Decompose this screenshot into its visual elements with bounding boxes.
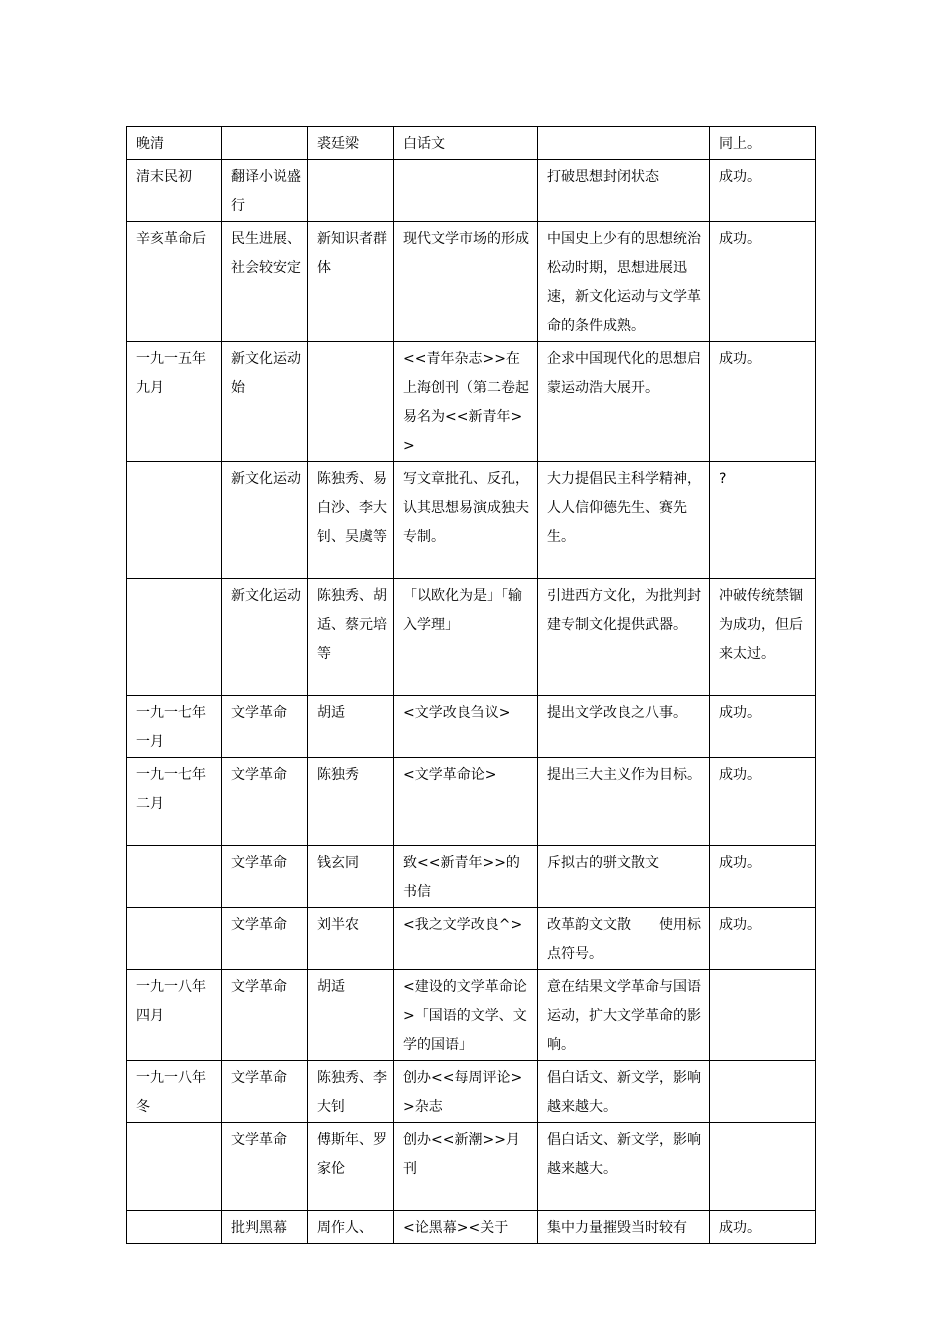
content-cell: 大力提倡民主科学精神，人人信仰德先生、赛先生。 xyxy=(538,462,710,579)
period-cell: 一九一七年一月 xyxy=(127,696,222,758)
table-body xyxy=(127,127,816,1244)
table-row xyxy=(127,970,816,1061)
person-cell: 胡适 xyxy=(308,970,394,1061)
table-row xyxy=(127,342,816,462)
table-row xyxy=(127,758,816,846)
evaluation-cell: 成功。 xyxy=(710,696,816,758)
work-cell: <论黑幕><关于 xyxy=(394,1211,538,1244)
work-cell: <我之文学改良^> xyxy=(394,908,538,970)
movement-cell: 文学革命 xyxy=(222,846,308,908)
work-cell: <建设的文学革命论>「国语的文学、文学的国语」 xyxy=(394,970,538,1061)
period-cell: 一九一七年二月 xyxy=(127,758,222,846)
evaluation-cell: 成功。 xyxy=(710,908,816,970)
movement-cell xyxy=(222,127,308,160)
movement-cell: 文学革命 xyxy=(222,1061,308,1123)
table-row xyxy=(127,222,816,342)
content-cell: 意在结果文学革命与国语运动，扩大文学革命的影响。 xyxy=(538,970,710,1061)
table-row xyxy=(127,846,816,908)
table-row xyxy=(127,127,816,160)
table-row xyxy=(127,696,816,758)
evaluation-cell: 成功。 xyxy=(710,160,816,222)
evaluation-cell: 成功。 xyxy=(710,342,816,462)
content-cell: 倡白话文、新文学，影响越来越大。 xyxy=(538,1123,710,1211)
period-cell: 辛亥革命后 xyxy=(127,222,222,342)
table-row xyxy=(127,908,816,970)
evaluation-cell: 同上。 xyxy=(710,127,816,160)
work-cell: <文学革命论> xyxy=(394,758,538,846)
table-row xyxy=(127,160,816,222)
person-cell: 陈独秀、易白沙、李大钊、吴虞等 xyxy=(308,462,394,579)
movement-cell: 文学革命 xyxy=(222,908,308,970)
person-cell: 陈独秀 xyxy=(308,758,394,846)
period-cell: 一九一五年九月 xyxy=(127,342,222,462)
evaluation-cell: 成功。 xyxy=(710,222,816,342)
table-row xyxy=(127,579,816,696)
work-cell: <文学改良刍议> xyxy=(394,696,538,758)
period-cell: 晚清 xyxy=(127,127,222,160)
period-cell: 一九一八年冬 xyxy=(127,1061,222,1123)
movement-cell: 文学革命 xyxy=(222,758,308,846)
work-cell xyxy=(394,160,538,222)
evaluation-cell: 成功。 xyxy=(710,846,816,908)
content-cell: 集中力量摧毁当时较有 xyxy=(538,1211,710,1244)
content-cell: 改革韵文文散 使用标点符号。 xyxy=(538,908,710,970)
content-cell: 引进西方文化，为批判封建专制文化提供武器。 xyxy=(538,579,710,696)
evaluation-cell: ? xyxy=(710,462,816,579)
content-cell: 中国史上少有的思想统治松动时期，思想进展迅速，新文化运动与文学革命的条件成熟。 xyxy=(538,222,710,342)
person-cell: 周作人、 xyxy=(308,1211,394,1244)
work-cell: <<青年杂志>>在上海创刊（第二卷起易名为<<新青年>> xyxy=(394,342,538,462)
work-cell: 创办<<新潮>>月刊 xyxy=(394,1123,538,1211)
movement-cell: 民生进展、社会较安定 xyxy=(222,222,308,342)
period-cell xyxy=(127,1123,222,1211)
period-cell xyxy=(127,846,222,908)
content-cell: 提出三大主义作为目标。 xyxy=(538,758,710,846)
evaluation-cell xyxy=(710,970,816,1061)
period-cell: 清末民初 xyxy=(127,160,222,222)
evaluation-cell: 成功。 xyxy=(710,758,816,846)
movement-cell: 文学革命 xyxy=(222,696,308,758)
movement-cell: 文学革命 xyxy=(222,1123,308,1211)
period-cell xyxy=(127,1211,222,1244)
person-cell: 裘廷梁 xyxy=(308,127,394,160)
table-row xyxy=(127,1211,816,1244)
history-table xyxy=(126,126,816,1244)
person-cell: 胡适 xyxy=(308,696,394,758)
person-cell: 刘半农 xyxy=(308,908,394,970)
period-cell xyxy=(127,579,222,696)
person-cell xyxy=(308,160,394,222)
evaluation-cell: 成功。 xyxy=(710,1211,816,1244)
movement-cell: 翻译小说盛行 xyxy=(222,160,308,222)
person-cell: 新知识者群体 xyxy=(308,222,394,342)
evaluation-cell xyxy=(710,1123,816,1211)
evaluation-cell xyxy=(710,1061,816,1123)
person-cell: 陈独秀、胡适、蔡元培等 xyxy=(308,579,394,696)
table-row xyxy=(127,1061,816,1123)
person-cell: 陈独秀、李大钊 xyxy=(308,1061,394,1123)
content-cell: 倡白话文、新文学，影响越来越大。 xyxy=(538,1061,710,1123)
work-cell: 创办<<每周评论>>杂志 xyxy=(394,1061,538,1123)
period-cell xyxy=(127,908,222,970)
person-cell: 傅斯年、罗家伦 xyxy=(308,1123,394,1211)
table-row xyxy=(127,462,816,579)
period-cell: 一九一八年四月 xyxy=(127,970,222,1061)
work-cell: 写文章批孔、反孔，认其思想易演成独夫专制。 xyxy=(394,462,538,579)
work-cell: 白话文 xyxy=(394,127,538,160)
table-row xyxy=(127,1123,816,1211)
work-cell: 致<<新青年>>的书信 xyxy=(394,846,538,908)
person-cell xyxy=(308,342,394,462)
content-cell: 企求中国现代化的思想启蒙运动浩大展开。 xyxy=(538,342,710,462)
person-cell: 钱玄同 xyxy=(308,846,394,908)
content-cell: 斥拟古的骈文散文 xyxy=(538,846,710,908)
content-cell: 提出文学改良之八事。 xyxy=(538,696,710,758)
work-cell: 「以欧化为是」「输入学理」 xyxy=(394,579,538,696)
movement-cell: 新文化运动 xyxy=(222,462,308,579)
evaluation-cell: 冲破传统禁锢为成功，但后来太过。 xyxy=(710,579,816,696)
movement-cell: 文学革命 xyxy=(222,970,308,1061)
movement-cell: 新文化运动 xyxy=(222,579,308,696)
movement-cell: 批判黑幕 xyxy=(222,1211,308,1244)
movement-cell: 新文化运动始 xyxy=(222,342,308,462)
period-cell xyxy=(127,462,222,579)
content-cell xyxy=(538,127,710,160)
work-cell: 现代文学市场的形成 xyxy=(394,222,538,342)
content-cell: 打破思想封闭状态 xyxy=(538,160,710,222)
